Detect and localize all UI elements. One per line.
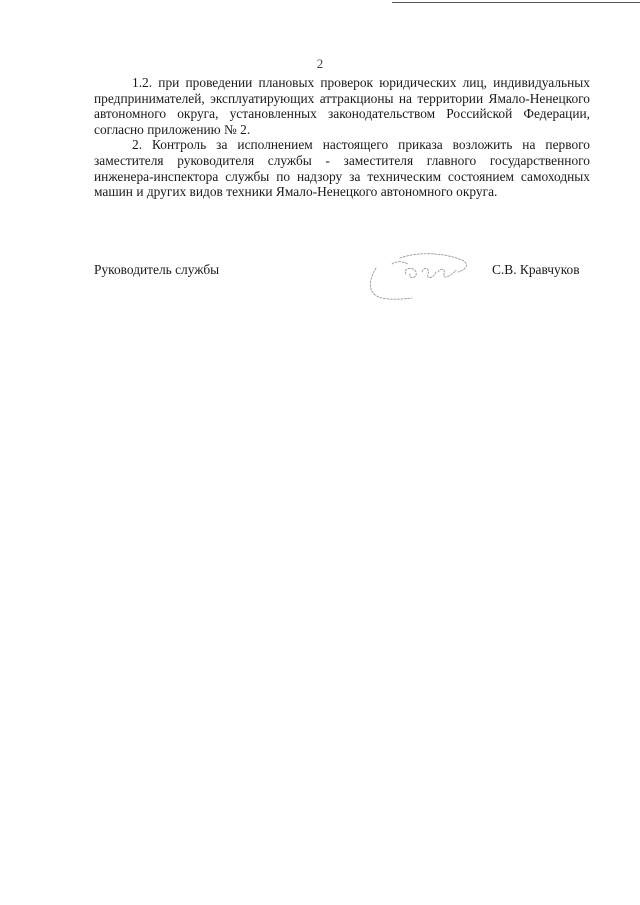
signature-block <box>0 250 640 310</box>
signature-scribble-icon <box>362 250 482 308</box>
document-body <box>94 75 590 200</box>
signer-name: С.В. Кравчуков <box>492 262 580 277</box>
paragraph-1-2: 1.2. при проведении плановых проверок юридических лиц, индивидуальных предпринимателей, эксплуатирующих аттракционы на территории Ямало-Ненецкого автономного округа, установленных законодательством Российской Федерации, согласно приложению № 2. <box>94 75 590 137</box>
scan-edge-line <box>392 2 640 3</box>
page-number: 2 <box>316 56 324 71</box>
paragraph-2: 2. Контроль за исполнением настоящего приказа возложить на первого заместителя руководителя службы - заместителя главного государственного инженера-инспектора службы по надзору за техническим состоянием самоходных машин и других видов техники Ямало-Ненецкого автономного округа. <box>94 137 590 200</box>
signer-role: Руководитель службы <box>94 262 220 277</box>
